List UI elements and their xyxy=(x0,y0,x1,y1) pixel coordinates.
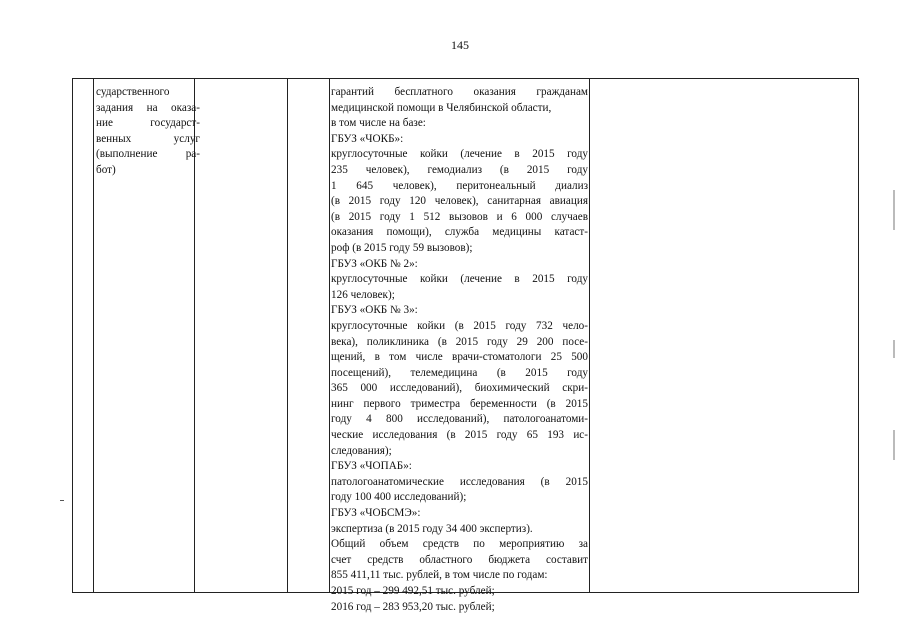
column-divider xyxy=(93,79,94,592)
text-line: Общий объем средств по мероприятию за xyxy=(331,538,588,551)
task-description-cell xyxy=(96,85,200,179)
text-line: в том числе на базе: xyxy=(331,117,426,130)
column-divider xyxy=(287,79,288,592)
text-line: круглосуточные койки (лечение в 2015 году xyxy=(331,148,588,161)
text-line: ГБУЗ «ОКБ № 2»: xyxy=(331,257,418,270)
text-line: счет средств областного бюджета составит xyxy=(331,553,588,566)
text-line: посещений), телемедицина (в 2015 году xyxy=(331,366,588,379)
text-line: экспертиза (в 2015 году 34 400 экспертиз). xyxy=(331,522,533,535)
scan-margin-mark xyxy=(893,430,895,460)
text-line: ГБУЗ «ЧОПАБ»: xyxy=(331,460,412,473)
text-line: венных услуг xyxy=(96,132,200,145)
text-line: ческие исследования (в 2015 году 65 193 ис- xyxy=(331,429,588,442)
text-line: 365 000 исследований), биохимический скри- xyxy=(331,382,588,395)
measure-description-cell xyxy=(331,85,588,615)
text-line: 855 411,11 тыс. рублей, в том числе по годам: xyxy=(331,569,548,582)
text-line: патологоанатомические исследования (в 2015 xyxy=(331,475,588,488)
text-line: роф (в 2015 году 59 вызовов); xyxy=(331,241,473,254)
text-line: 235 человек), гемодиализ (в 2015 году xyxy=(331,163,588,176)
scan-margin-mark xyxy=(893,190,895,230)
scan-margin-mark xyxy=(893,340,895,358)
column-divider xyxy=(329,79,330,592)
text-line: ние государст- xyxy=(96,117,200,130)
text-line: гарантий бесплатного оказания гражданам xyxy=(331,86,588,98)
text-line: году 4 800 исследований), патологоанатоми- xyxy=(331,413,588,426)
text-line: медицинской помощи в Челябинской области, xyxy=(331,101,552,114)
text-line: круглосуточные койки (лечение в 2015 году xyxy=(331,273,588,286)
text-line: следования); xyxy=(331,444,392,457)
document-table xyxy=(72,78,859,613)
text-line: году 100 400 исследований); xyxy=(331,491,467,504)
text-line: оказания помощи), служба медицины катаст- xyxy=(331,226,588,239)
text-line: бот) xyxy=(96,163,116,176)
text-line: нинг первого триместра беременности (в 2015 xyxy=(331,397,588,410)
text-line: 2016 год – 283 953,20 тыс. рублей; xyxy=(331,600,495,613)
text-line: круглосуточные койки (в 2015 году 732 чело- xyxy=(331,319,588,332)
page-number: 145 xyxy=(451,38,469,52)
text-line: задания на оказа- xyxy=(96,101,200,114)
text-line: века), поликлиника (в 2015 году 29 200 посе- xyxy=(331,335,588,348)
scan-mark xyxy=(60,500,64,501)
text-line: 1 645 человек), перитонеальный диализ xyxy=(331,179,588,192)
text-line: (выполнение ра- xyxy=(96,148,200,161)
text-line: (в 2015 году 1 512 вызовов и 6 000 случаев xyxy=(331,210,588,223)
column-divider xyxy=(589,79,590,592)
text-line: 2015 год – 299 492,51 тыс. рублей; xyxy=(331,585,495,597)
text-line: щений, в том числе врачи-стоматологи 25 500 xyxy=(331,351,588,364)
text-line: 126 человек); xyxy=(331,288,395,301)
text-line: ГБУЗ «ОКБ № 3»: xyxy=(331,304,418,317)
text-line: (в 2015 году 120 человек), санитарная авиация xyxy=(331,195,588,208)
text-line: ГБУЗ «ЧОБСМЭ»: xyxy=(331,507,421,520)
text-line: ГБУЗ «ЧОКБ»: xyxy=(331,132,404,145)
text-line: сударственного xyxy=(96,86,170,98)
